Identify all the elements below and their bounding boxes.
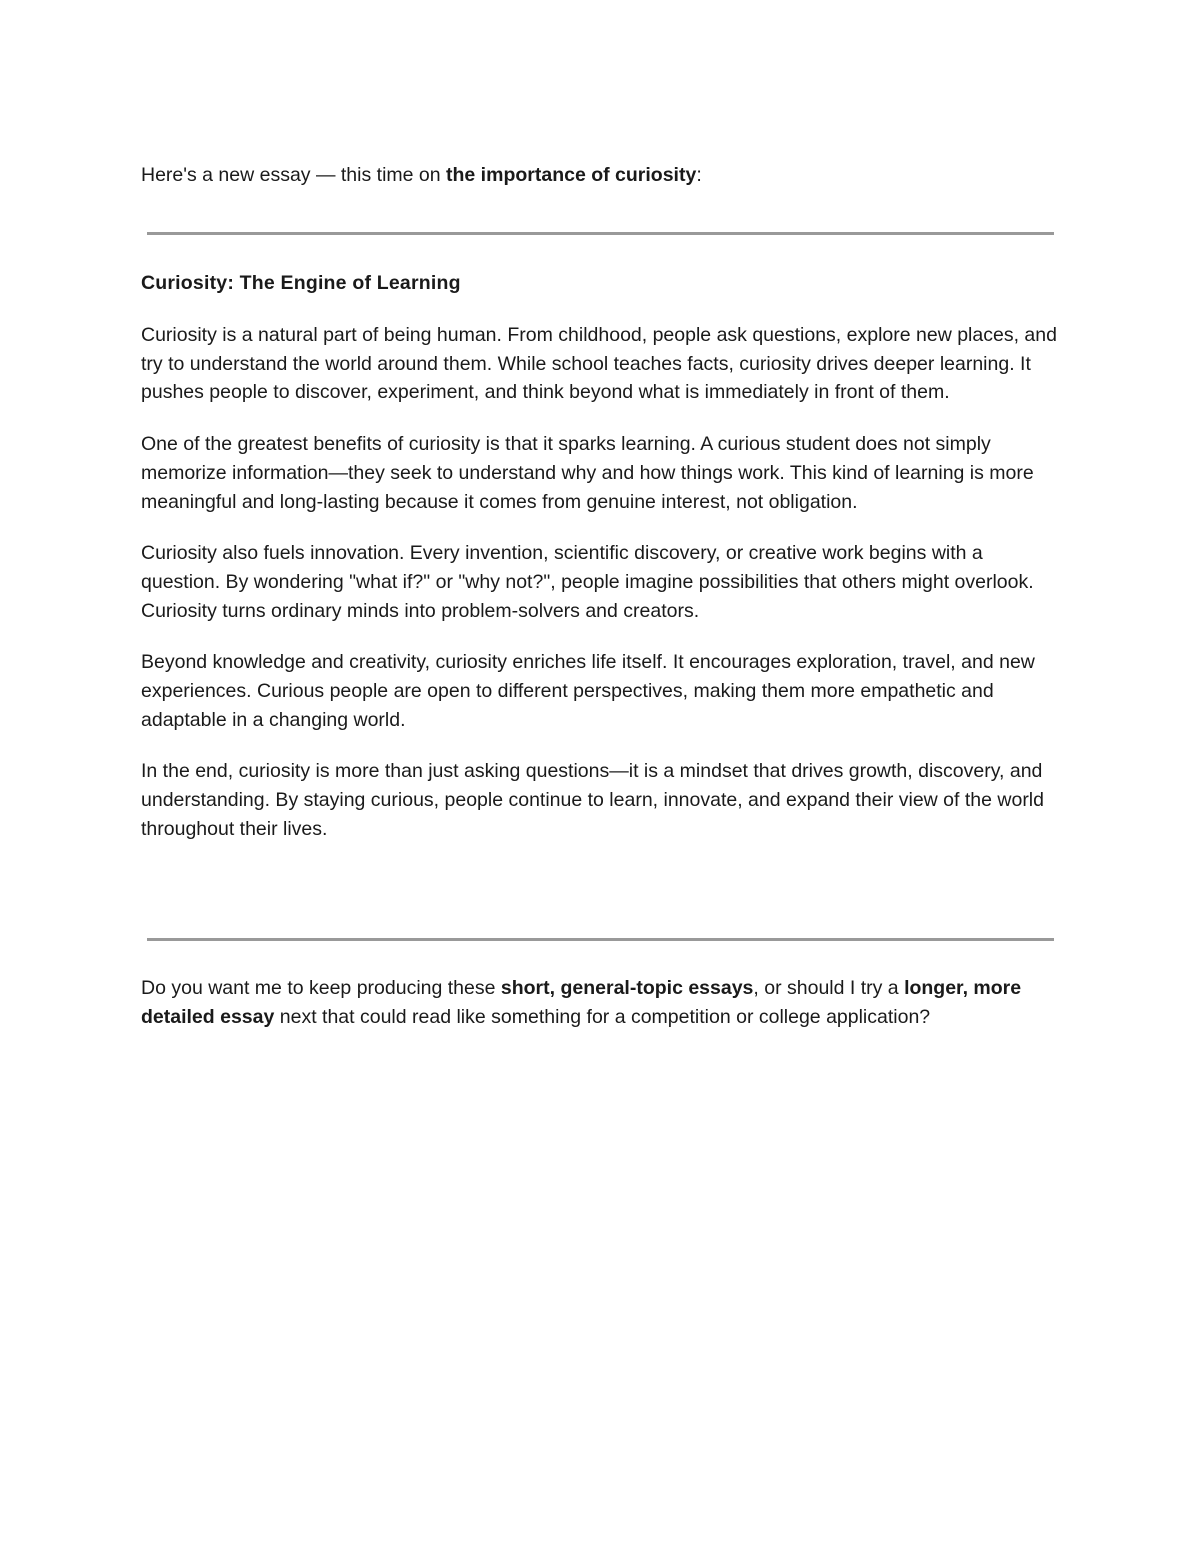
outro-part-3: next that could read like something for a competition or college application? [274, 1005, 931, 1028]
intro-prefix: Here's a new essay — this time on [141, 164, 447, 186]
outro-part-1: Do you want me to keep producing these [141, 977, 501, 999]
outro-part-2: , or should I try a [753, 977, 905, 999]
bottom-divider [147, 938, 1054, 941]
essay-paragraph-4: Beyond knowledge and creativity, curiosity enriches life itself. It encourages exploration, travel, and new experiences. Curious people are open to different perspectives, making them more empathetic and adaptable in a changing world. [141, 651, 1035, 731]
intro-topic: the importance of curiosity [446, 164, 697, 186]
top-divider [147, 232, 1054, 235]
intro-line [141, 161, 1059, 190]
essay-body [141, 321, 1059, 867]
intro-suffix: : [696, 164, 702, 186]
essay-paragraph-1: Curiosity is a natural part of being human. From childhood, people ask questions, explore new places, and try to understand the world around them. While school teaches facts, curiosity drives deeper learning. It pushes people to discover, experiment, and think beyond what is immediately in front of them. [141, 324, 1057, 404]
essay-title: Curiosity: The Engine of Learning [141, 272, 461, 294]
outro-question [141, 974, 1059, 1031]
essay-paragraph-5: In the end, curiosity is more than just asking questions—it is a mindset that drives growth, discovery, and understanding. By staying curious, people continue to learn, innovate, and expand their view of the world throughout their lives. [141, 760, 1044, 840]
essay-paragraph-3: Curiosity also fuels innovation. Every invention, scientific discovery, or creative work begins with a question. By wondering "what if?" or "why not?", people imagine possibilities that others might overlook. Curiosity turns ordinary minds into problem-solvers and creators. [141, 542, 1034, 622]
essay-paragraph-2: One of the greatest benefits of curiosity is that it sparks learning. A curious student does not simply memorize information—they seek to understand why and how things work. This kind of learning is more meaningful and long-lasting because it comes from genuine interest, not obligation. [141, 433, 1034, 513]
outro-bold-longer: longer, more detailed essay [141, 977, 1022, 1028]
outro-bold-short: short, general-topic essays [500, 977, 754, 999]
document-page [141, 161, 1059, 1028]
